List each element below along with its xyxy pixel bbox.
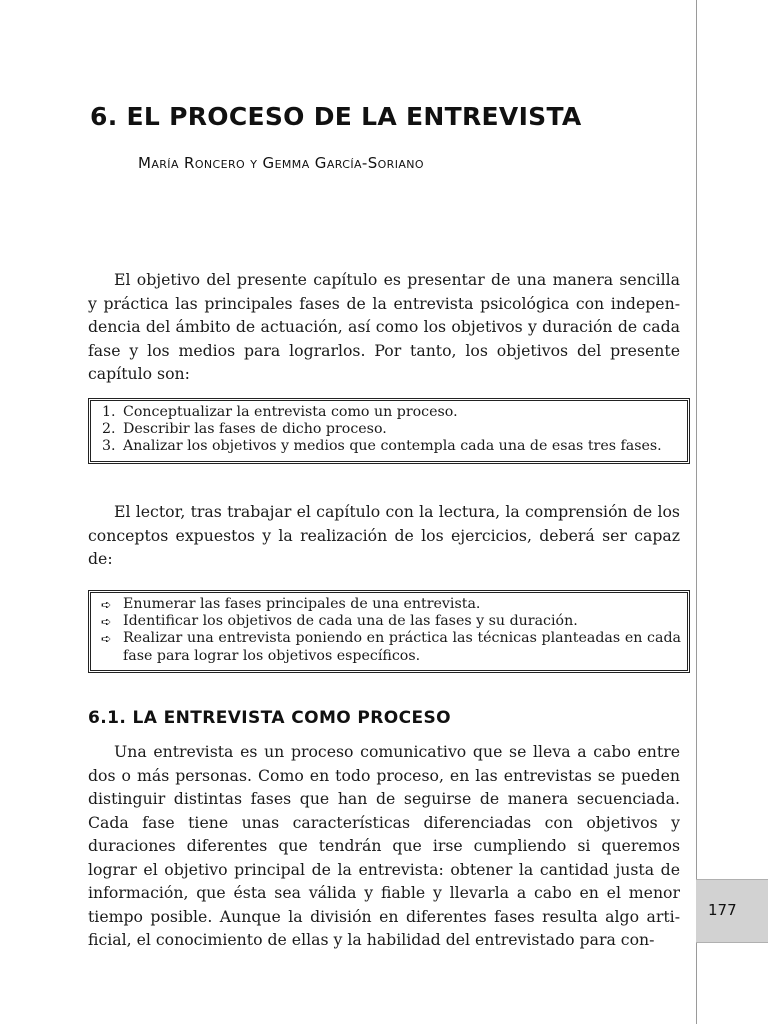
objective-number: 2. [102, 421, 116, 438]
skill-item [99, 596, 681, 613]
skill-item [99, 613, 681, 630]
section-paragraph: Una entrevista es un proceso comunicativo que se lleva a cabo entre dos o más personas. Como en todo proceso, en las entrevistas se pueden distinguir distintas fases que han de seguirse de manera secuenciada. Cada fase tiene unas características diferenciadas con objetivos y duraciones diferentes que tendrán que irse cumpliendo si queremos lograr el objetivo principal de la entrevista: obtener la cantidad justa de información, que ésta sea válida y fiable y llevarla a cabo en el menor tiempo posible. Aunque la división en diferentes fases resulta algo artificial, el conocimiento de ellas y la habilidad del entrevistado para con- [88, 742, 680, 949]
page-number: 177 [708, 901, 737, 919]
margin-sidebar-rule [696, 0, 768, 1024]
objective-text: Describir las fases de dicho proceso. [123, 421, 387, 438]
objective-text: Conceptualizar la entrevista como un proceso. [123, 404, 458, 420]
arrow-right-outline-icon: ➪ [101, 597, 112, 612]
skill-item [99, 630, 681, 664]
skill-text: Realizar una entrevista poniendo en práctica las técnicas planteadas en cada fase para lograr los objetivos específicos. [123, 630, 681, 664]
skills-list [99, 596, 681, 665]
objective-item [99, 438, 681, 455]
section-heading: 6.1. LA ENTREVISTA COMO PROCESO [88, 708, 452, 728]
objective-text: Analizar los objetivos y medios que contempla cada una de esas tres fases. [123, 438, 662, 455]
chapter-authors: María Roncero y Gemma García-Soriano [138, 154, 424, 172]
objective-number: 3. [102, 438, 116, 455]
objectives-list [99, 404, 681, 456]
objectives-box [88, 398, 690, 464]
chapter-title: 6. EL PROCESO DE LA ENTREVISTA [90, 102, 582, 131]
arrow-right-outline-icon: ➪ [101, 631, 112, 647]
objective-number: 1. [102, 404, 116, 420]
skill-text: Enumerar las fases principales de una entrevista. [123, 596, 481, 612]
intro-paragraph: El objetivo del presente capítulo es presentar de una manera sencilla y práctica las principales fases de la entrevista psicológica con independencia del ámbito de actuación, así como los objetivos y duración de cada fase y los medios para lograrlos. Por tanto, los objetivos del presente capítulo son: [88, 270, 680, 383]
reader-paragraph: El lector, tras trabajar el capítulo con la lectura, la comprensión de los conceptos expuestos y la realización de los ejercicios, deberá ser capaz de: [88, 502, 680, 568]
skills-box [88, 590, 690, 673]
objective-item [99, 421, 681, 438]
arrow-right-outline-icon: ➪ [101, 614, 112, 630]
skill-text: Identificar los objetivos de cada una de las fases y su duración. [123, 613, 578, 630]
page-number-tab [696, 879, 768, 943]
objective-item [99, 404, 681, 421]
